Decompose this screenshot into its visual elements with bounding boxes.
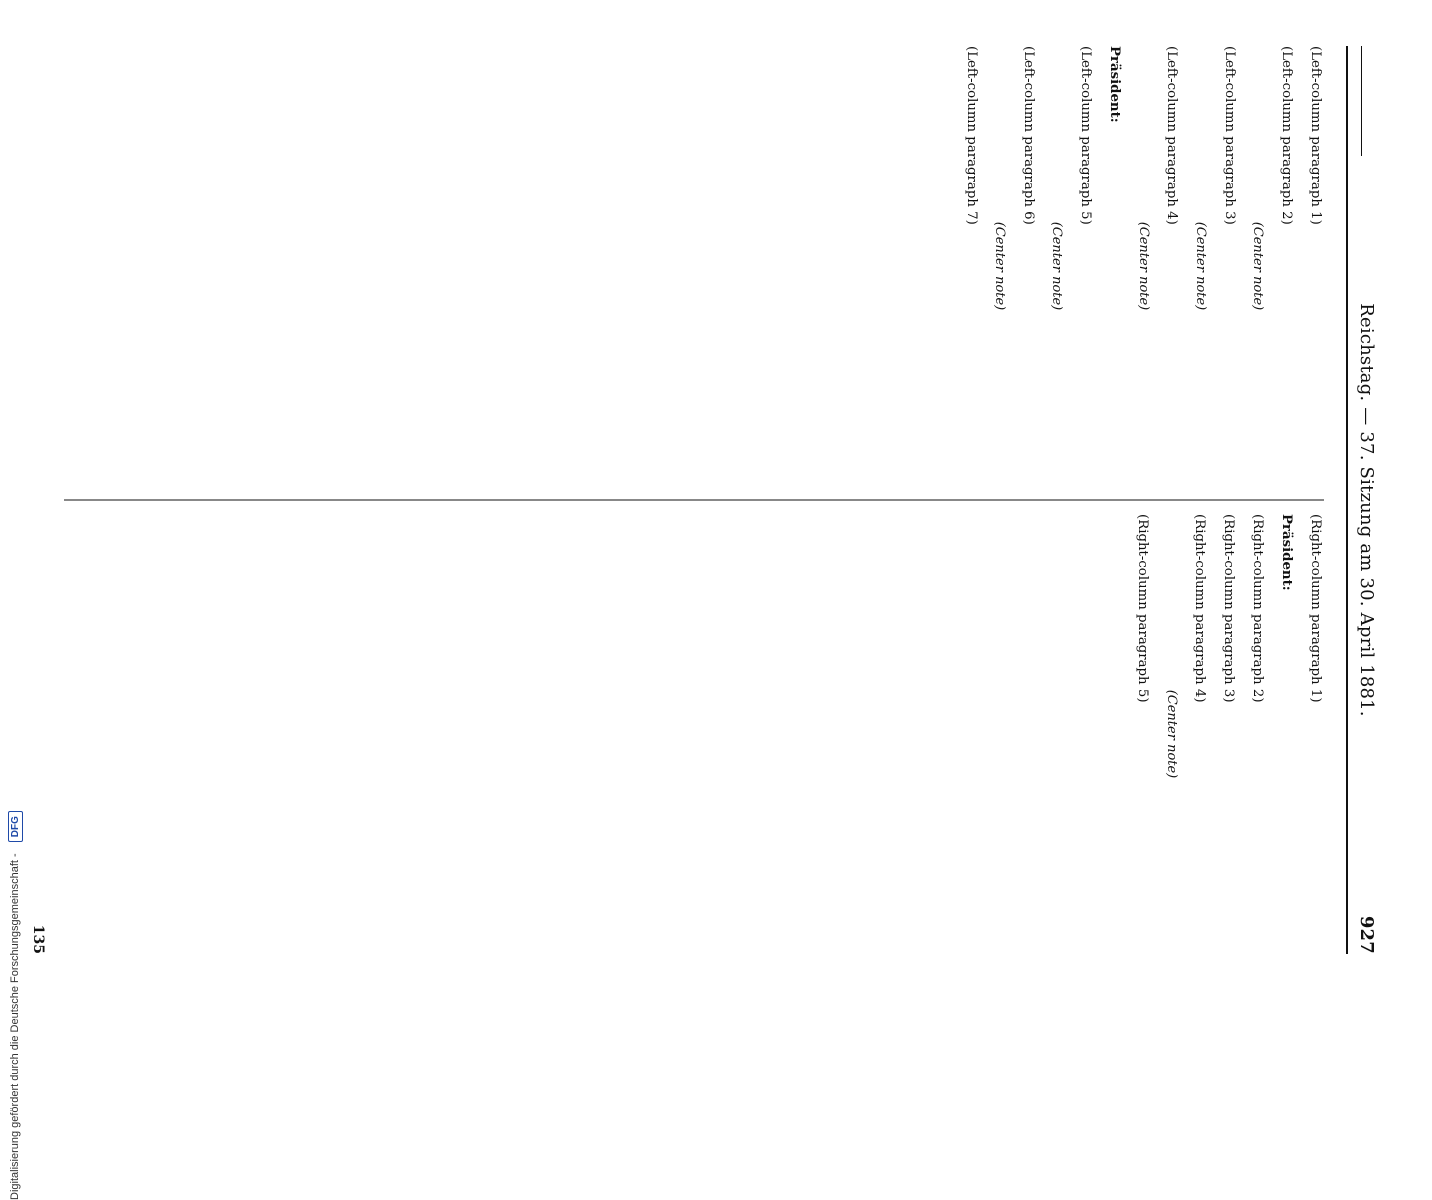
- left-column-paragraph-3: (Left-column paragraph 3): [1221, 46, 1237, 225]
- left-column-note-9: (Center note): [1049, 221, 1065, 311]
- left-column-speaker-7: Präsident:: [1107, 46, 1123, 123]
- left-column-paragraph-12: (Left-column paragraph 7): [963, 46, 979, 225]
- left-column-paragraph-0: (Left-column paragraph 1): [1308, 46, 1323, 225]
- left-column-paragraph-10: (Left-column paragraph 6): [1020, 46, 1036, 225]
- page-header: [1346, 46, 1390, 954]
- left-column-paragraph-8: (Left-column paragraph 5): [1078, 46, 1094, 225]
- left-column-note-2: (Center note): [1250, 221, 1266, 311]
- right-column-paragraph-3: (Right-column paragraph 3): [1221, 514, 1237, 703]
- header-page-number: 927: [1356, 915, 1377, 954]
- right-column-paragraph-4: (Right-column paragraph 4): [1192, 514, 1208, 703]
- left-column-note-11: (Center note): [992, 221, 1008, 311]
- left-column-paragraph-5: (Left-column paragraph 4): [1164, 46, 1180, 225]
- header-center-text: Reichstag. — 37. Sitzung am 30. April 1881.: [1356, 303, 1377, 717]
- credit-text: Digitalisierung gefördert durch die Deutsche Forschungsgemeinschaft -: [9, 853, 21, 1200]
- digitization-credit: [8, 811, 23, 1200]
- header-left-rule: [1361, 46, 1362, 156]
- left-column-note-4: (Center note): [1192, 221, 1208, 311]
- right-column-paragraph-0: (Right-column paragraph 1): [1308, 514, 1323, 703]
- left-column: [64, 46, 1324, 486]
- left-column-note-6: (Center note): [1135, 221, 1151, 311]
- right-column-speaker-1: Präsident:: [1279, 514, 1295, 591]
- right-column: [64, 514, 1324, 954]
- left-column-paragraph-1: (Left-column paragraph 2): [1279, 46, 1295, 225]
- right-column-note-5: (Center note): [1163, 689, 1179, 779]
- right-column-paragraph-6: (Right-column paragraph 5): [1135, 514, 1151, 703]
- page-footer: [30, 46, 46, 954]
- right-column-paragraph-2: (Right-column paragraph 2): [1250, 514, 1266, 703]
- footer-page-number: 135: [30, 924, 46, 954]
- column-divider: [64, 500, 1324, 501]
- two-column-body: [64, 46, 1324, 954]
- dfg-badge: DFG: [8, 811, 23, 842]
